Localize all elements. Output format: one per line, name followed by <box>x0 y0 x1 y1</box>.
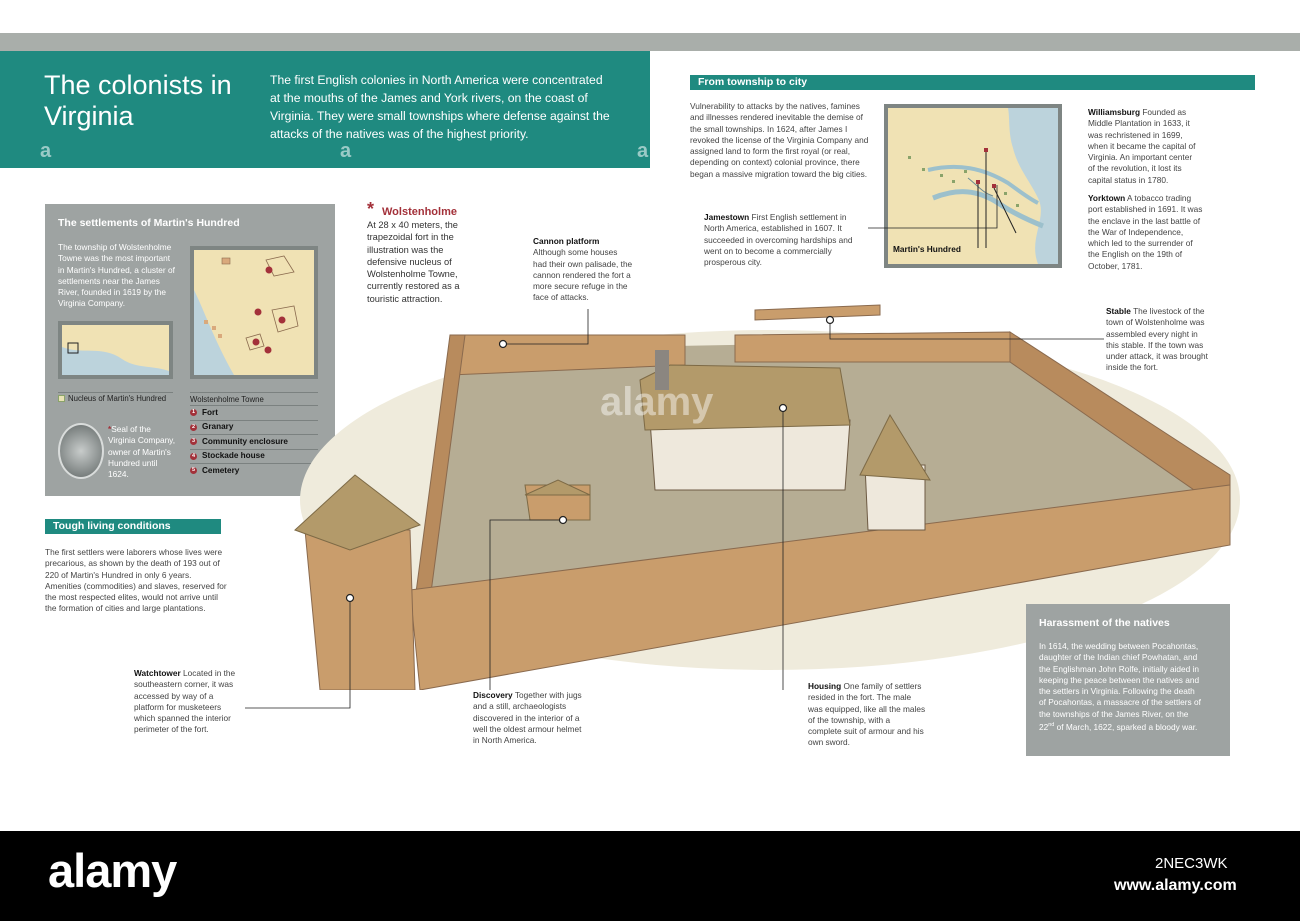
williamsburg-text: Founded as Middle Plantation in 1633, it was rechristened in 1699, when it became the capital of Virginia. An important center of the revolution, it lost its capital status in 1780. <box>1088 107 1196 185</box>
harassment-body <box>1039 641 1202 733</box>
tough-body: The first settlers were laborers whose lives were precarious, as shown by the death of 193 out of 220 of Martin's Hundred in only 6 years. Amenities (commodities) and slaves, reserved for the most respected elites, would not arrive until the formation of cities and large plantations. <box>45 547 227 614</box>
legend-number: 3 <box>191 438 196 445</box>
nucleus-label: Nucleus of Martin's Hundred <box>68 393 167 403</box>
legend-label: Cemetery <box>202 465 240 475</box>
alamy-logo: alamy <box>48 844 177 897</box>
stable-text: The livestock of the town of Wolstenholme was assembled every night in this stable. If the town was under attack, it was brought inside the fort. <box>1106 306 1208 373</box>
legend-number: 4 <box>191 452 196 459</box>
page-title: The colonists in Virginia <box>44 70 232 131</box>
harassment-text-part2: of March, 1622, sparked a bloody war. <box>1054 721 1198 732</box>
housing-callout <box>808 681 926 749</box>
intro-text: The first English colonies in North America were concentrated at the mouths of the James and York rivers, on the coast of Virginia. They were small townships where defense against the attacks of the natives was of the highest priority. <box>270 73 610 141</box>
legend-label: Community enclosure <box>202 436 288 446</box>
housing-text: One family of settlers resided in the fort. The male was equipped, like all the males of the township, with a complete suit of armour and his own sword. <box>808 681 926 748</box>
ordinal-suffix: nd <box>1048 722 1055 729</box>
legend-label: Fort <box>202 407 218 417</box>
towne-label: Wolstenholme Towne <box>190 392 318 405</box>
jamestown-name: Jamestown <box>704 212 750 222</box>
discovery-name: Discovery <box>473 690 513 700</box>
map-label-martins: Martin's Hundred <box>893 244 961 254</box>
alamy-url: www.alamy.com <box>1114 877 1237 894</box>
harassment-heading: Harassment of the natives <box>1039 617 1170 629</box>
cannon-platform-callout <box>533 236 633 304</box>
watchtower-name: Watchtower <box>134 668 181 678</box>
image-id: 2NEC3WK <box>1155 855 1228 872</box>
watermark-a: a <box>637 140 649 162</box>
legend-number: 2 <box>191 423 196 430</box>
tough-heading: Tough living conditions <box>45 519 221 534</box>
cannon-platform-name: Cannon platform <box>533 236 600 246</box>
watchtower-text: Located in the southeastern corner, it was accessed by way of a platform for musketeers which spanned the interior perimeter of the fort. <box>134 668 236 735</box>
watermark-a: a <box>40 140 52 162</box>
legend-number: 1 <box>191 409 196 416</box>
legend-number: 5 <box>191 467 196 474</box>
cannon-platform-text: Although some houses had their own palisade, the cannon rendered the fort a more secure refuge in the face of attacks. <box>533 247 633 303</box>
settlements-body: The township of Wolstenholme Towne was the most important in Martin's Hundred, a cluster of settlements near the James River, founded in 1619 by the Virginia Company. <box>58 242 175 309</box>
housing-name: Housing <box>808 681 842 691</box>
settlements-heading: The settlements of Martin's Hundred <box>58 217 240 229</box>
seal-text: Seal of the Virginia Company, owner of Martin's Hundred until 1624. <box>108 424 176 480</box>
williamsburg-name: Williamsburg <box>1088 107 1141 117</box>
watermark-a: a <box>340 140 352 162</box>
legend-label: Stockade house <box>202 451 265 461</box>
watchtower-callout <box>134 668 239 736</box>
yorktown-text: A tobacco trading port established in 1691. It was the enclave in the last battle of the War of Independence, which led to the surrender of the English on the 19th of October, 1781. <box>1088 193 1203 271</box>
yorktown-name: Yorktown <box>1088 193 1126 203</box>
watermark-alamy: alamy <box>600 380 714 424</box>
stable-callout <box>1106 306 1212 374</box>
wolstenholme-title: Wolstenholme <box>382 206 457 218</box>
asterisk-icon: * <box>108 424 112 434</box>
township-heading: From township to city <box>690 75 1255 90</box>
jamestown-text: First English settlement in North America, established in 1607. It succeeded in overcoming hardships and went on to become a commercially prosperous city. <box>704 212 853 268</box>
harassment-text-part1: In 1614, the wedding between Pocahontas, daughter of the Indian chief Powhatan, and the Englishman John Rolfe, initially aided in keeping the peace between the natives and the settlers in Virginia. Following the death of Pocahontas, a massacre of the settlers of the townships of the James River, on the 22 <box>1039 641 1201 732</box>
legend-label: Granary <box>202 422 234 432</box>
stable-name: Stable <box>1106 306 1131 316</box>
discovery-text: Together with jugs and a still, archaeologists discovered in the interior of a well the oldest armour helmet in North America. <box>473 690 582 746</box>
footer-bar <box>0 831 1300 921</box>
wolstenholme-text: At 28 x 40 meters, the trapezoidal fort in the illustration was the defensive nucleus of Wolstenholme Towne, currently restored as a touristic attraction. <box>367 220 460 304</box>
asterisk-icon: * <box>367 199 375 219</box>
discovery-callout <box>473 690 585 746</box>
township-body: Vulnerability to attacks by the natives, famines and illnesses rendered inevitable the demise of the small townships. In 1624, after James I revoked the license of the Virginia Company and assigned land to form the first royal (or real, depending on context) colonial province, there began a massive migration toward the big cities. <box>690 101 869 179</box>
